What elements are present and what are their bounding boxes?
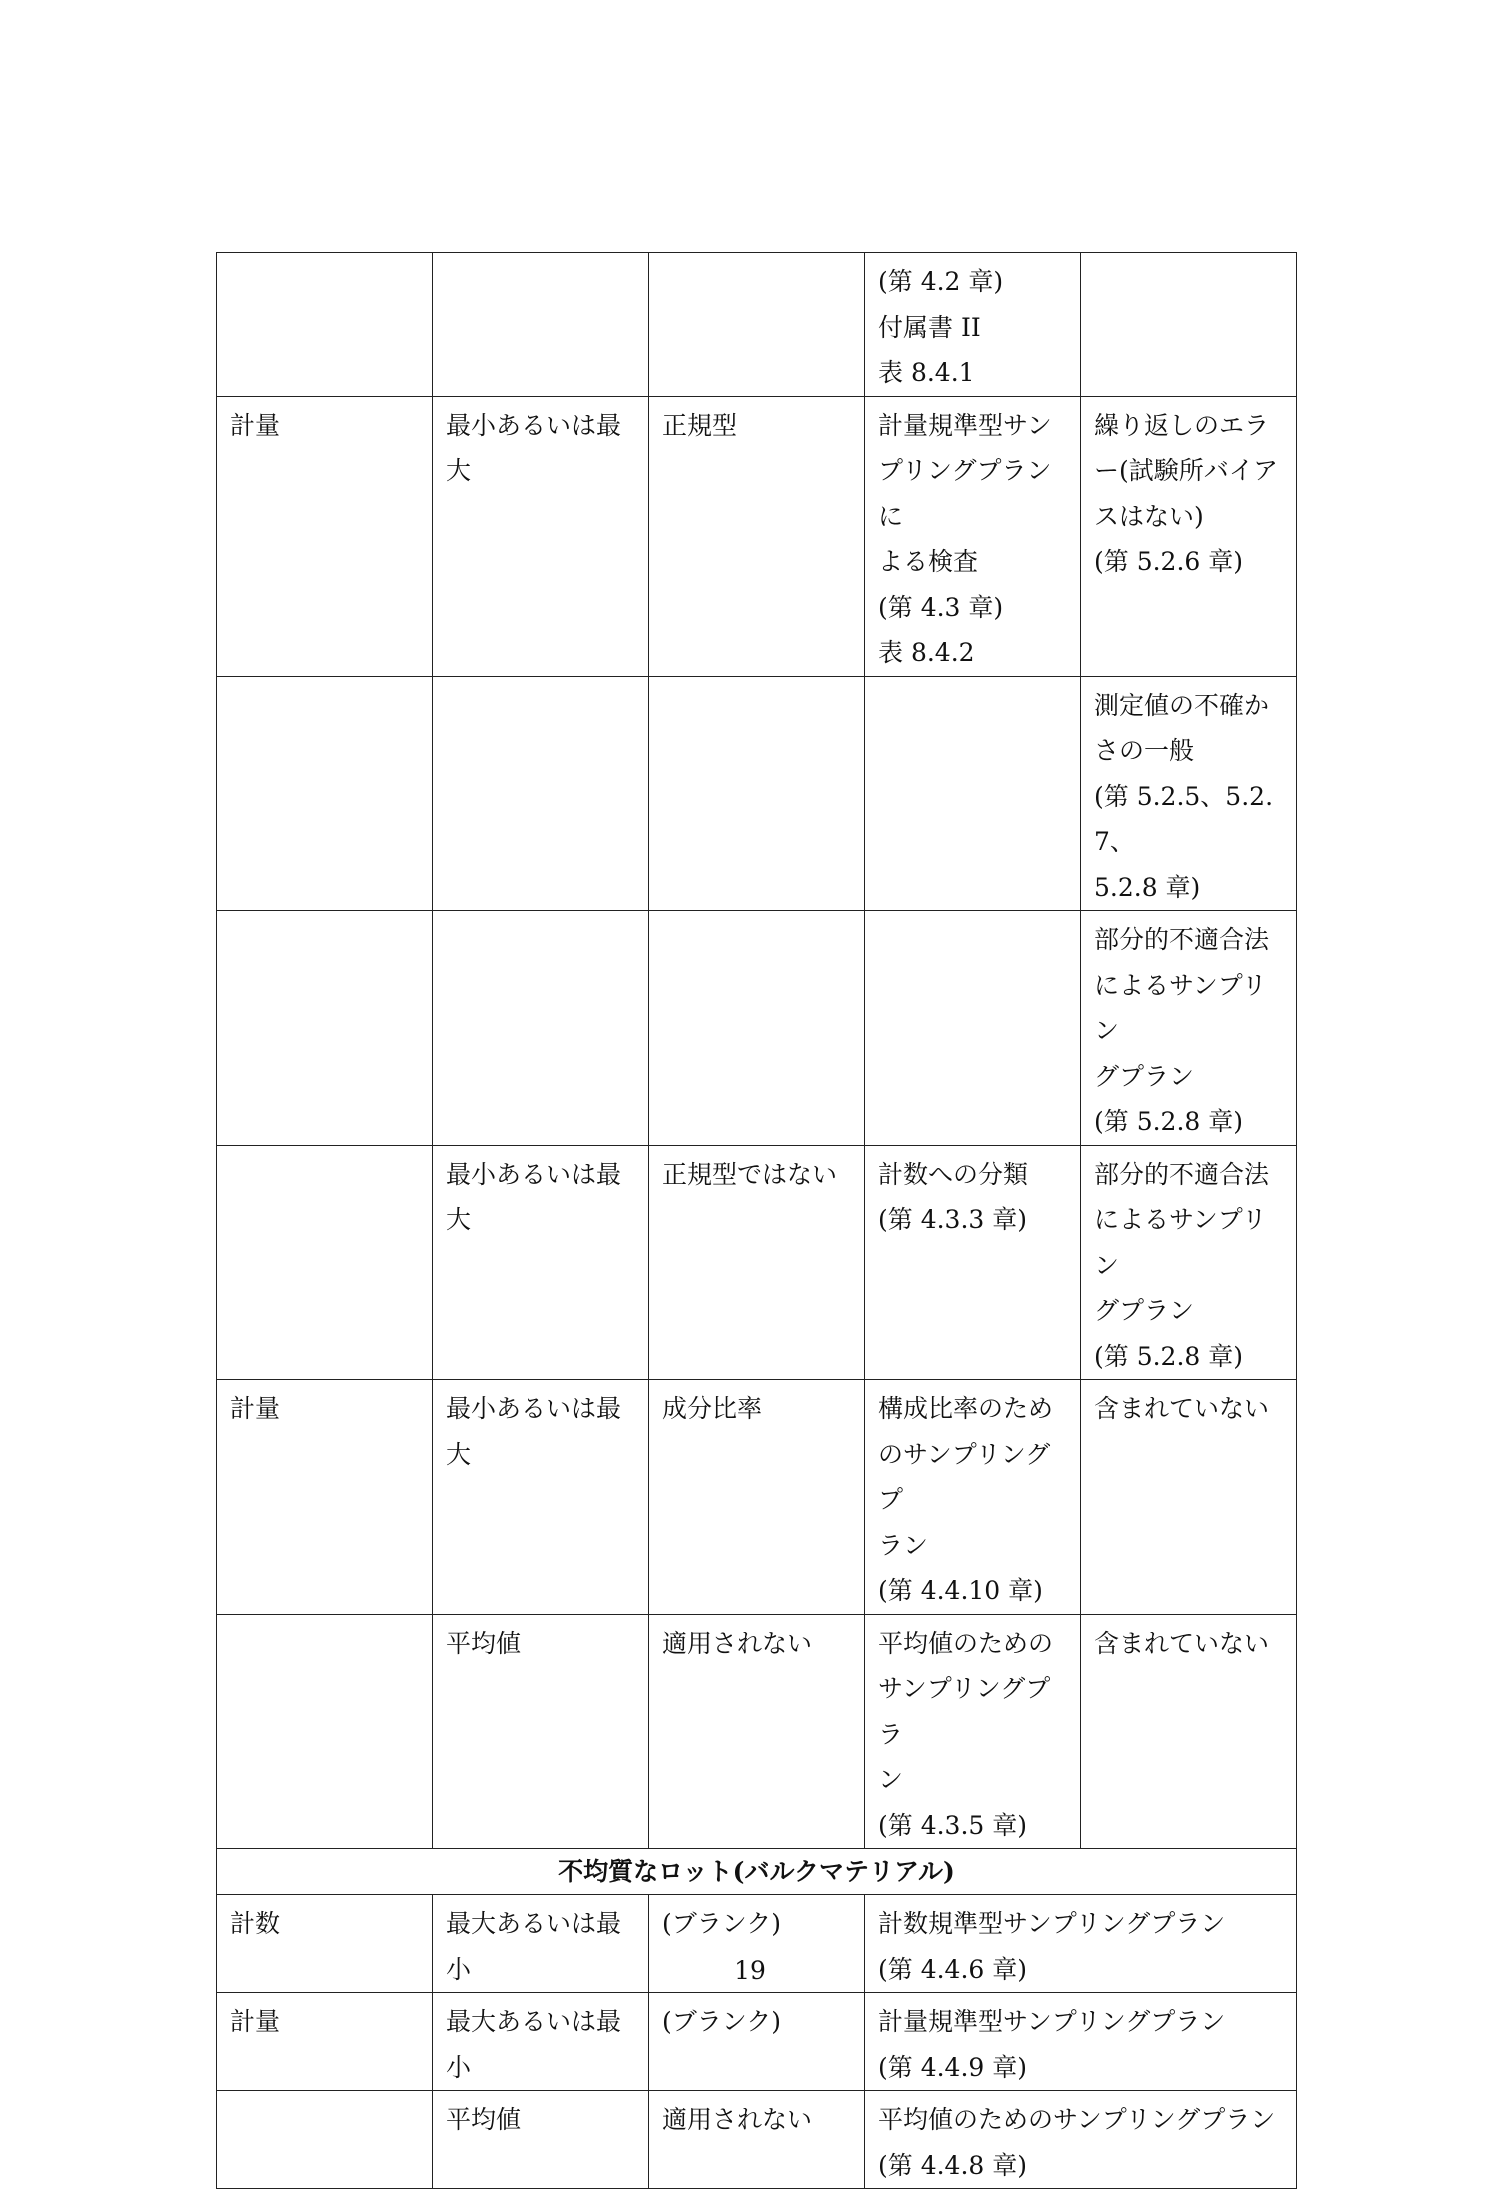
table-cell: 最小あるいは最 大 — [433, 1380, 649, 1615]
table-cell: 計量規準型サン プリングプランに よる検査 (第 4.3 章) 表 8.4.2 — [865, 396, 1081, 676]
table-cell — [217, 1614, 433, 1849]
table-cell: 計量規準型サンプリングプラン (第 4.4.9 章) — [865, 1993, 1297, 2091]
table-cell: 平均値のための サンプリングプラ ン (第 4.3.5 章) — [865, 1614, 1081, 1849]
table-cell: 構成比率のため のサンプリングプ ラン (第 4.4.10 章) — [865, 1380, 1081, 1615]
table-cell: 繰り返しのエラ ー(試験所バイア スはない) (第 5.2.6 章) — [1081, 396, 1297, 676]
table-cell: 最大あるいは最 小 — [433, 1993, 649, 2091]
table-row — [217, 1993, 1297, 2091]
table-row — [217, 1145, 1297, 1380]
table-cell — [433, 253, 649, 397]
table-cell: 計数 — [217, 1895, 433, 1993]
table-row — [217, 2091, 1297, 2189]
table-cell: 計数への分類 (第 4.3.3 章) — [865, 1145, 1081, 1380]
table-cell: (第 4.2 章) 付属書 II 表 8.4.1 — [865, 253, 1081, 397]
sampling-plan-table — [216, 252, 1297, 2189]
table-cell: 平均値 — [433, 2091, 649, 2189]
table-cell: 部分的不適合法 によるサンプリン グプラン (第 5.2.8 章) — [1081, 911, 1297, 1146]
section-heading-row — [217, 1849, 1297, 1895]
table-cell: 部分的不適合法 によるサンプリン グプラン (第 5.2.8 章) — [1081, 1145, 1297, 1380]
table-cell — [649, 253, 865, 397]
table-cell: 平均値 — [433, 1614, 649, 1849]
table-cell — [649, 676, 865, 911]
table-cell: 含まれていない — [1081, 1614, 1297, 1849]
table-cell: 最大あるいは最 小 — [433, 1895, 649, 1993]
table-row — [217, 253, 1297, 397]
table-cell — [1081, 253, 1297, 397]
table-cell — [217, 676, 433, 911]
table-cell — [217, 253, 433, 397]
table-cell: (ブランク) — [649, 1993, 865, 2091]
page-number: 19 — [734, 1956, 766, 1985]
table-row — [217, 1380, 1297, 1615]
table-cell: 成分比率 — [649, 1380, 865, 1615]
table-cell: 適用されない — [649, 1614, 865, 1849]
table-cell: 含まれていない — [1081, 1380, 1297, 1615]
table-row — [217, 676, 1297, 911]
table-cell — [433, 911, 649, 1146]
table-cell: 計量 — [217, 1993, 433, 2091]
table-cell: 正規型ではない — [649, 1145, 865, 1380]
table-cell — [433, 676, 649, 911]
table-cell — [649, 911, 865, 1146]
table-cell: 適用されない — [649, 2091, 865, 2189]
table-cell — [865, 676, 1081, 911]
table-cell: 正規型 — [649, 396, 865, 676]
table-cell: 最小あるいは最 大 — [433, 396, 649, 676]
table-cell: 平均値のためのサンプリングプラン (第 4.4.8 章) — [865, 2091, 1297, 2189]
table-cell — [217, 2091, 433, 2189]
table-cell — [217, 1145, 433, 1380]
table-row — [217, 911, 1297, 1146]
table-cell — [865, 911, 1081, 1146]
table-cell: 最小あるいは最 大 — [433, 1145, 649, 1380]
table-row — [217, 1614, 1297, 1849]
table-cell: 計量 — [217, 396, 433, 676]
table-cell: 測定値の不確か さの一般 (第 5.2.5、5.2.7、 5.2.8 章) — [1081, 676, 1297, 911]
table-cell: 計量 — [217, 1380, 433, 1615]
section-heading: 不均質なロット(バルクマテリアル) — [217, 1849, 1297, 1895]
table-cell: (ブランク) — [649, 1895, 865, 1993]
table-cell — [217, 911, 433, 1146]
table-row — [217, 396, 1297, 676]
table-cell: 計数規準型サンプリングプラン (第 4.4.6 章) — [865, 1895, 1297, 1993]
